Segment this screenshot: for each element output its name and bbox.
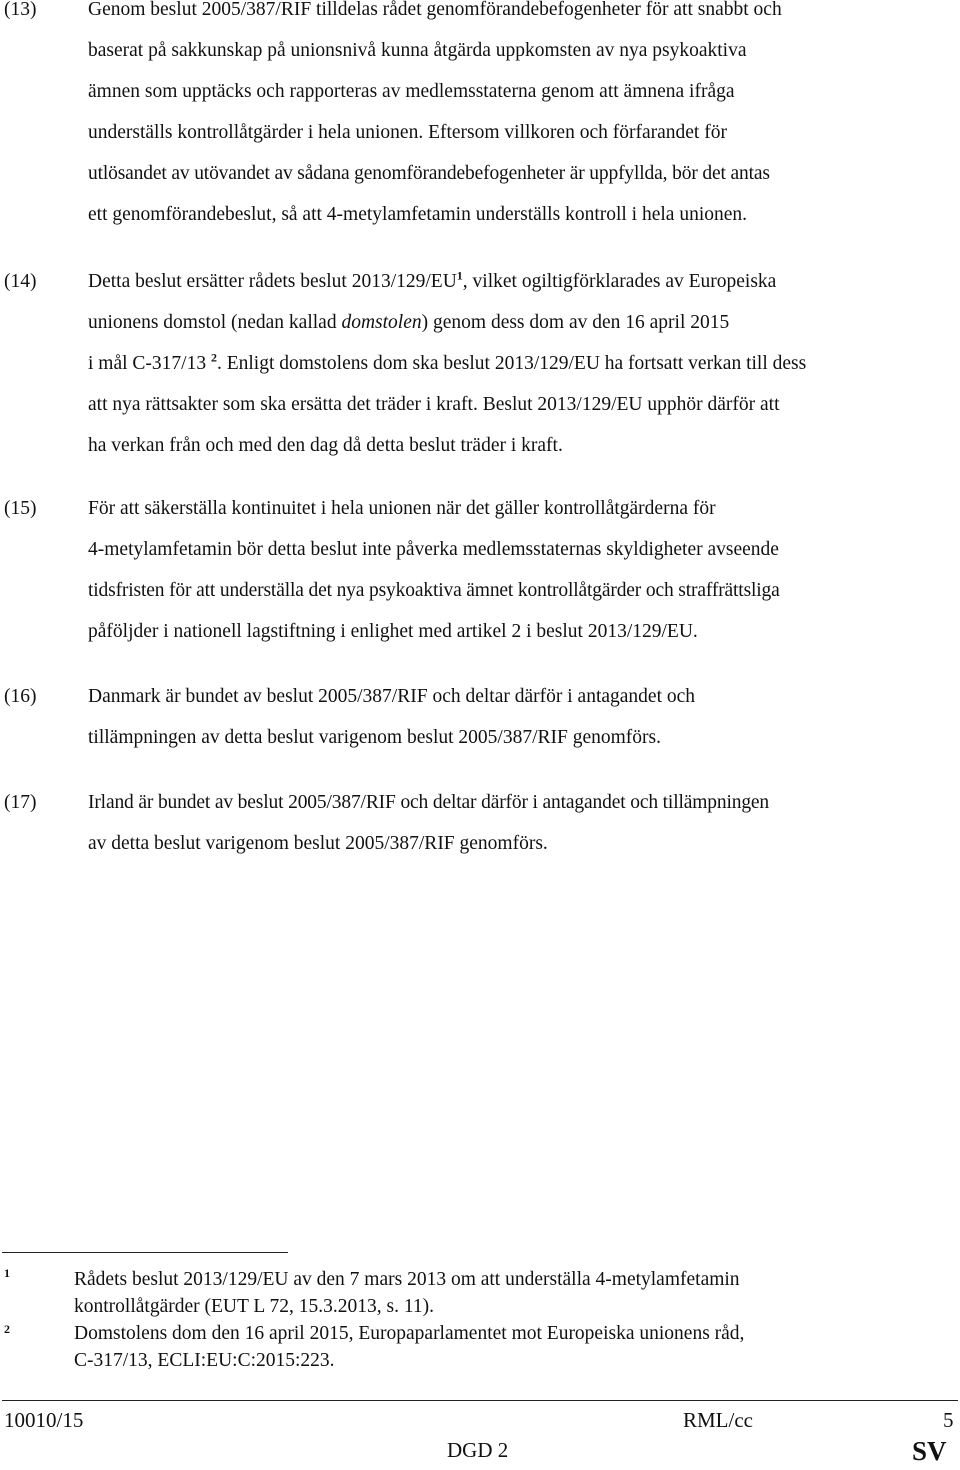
footnote-line: kontrollåtgärder (EUT L 72, 15.3.2013, s. 11). [74, 1296, 434, 1317]
footnote-ref[interactable]: 1 [456, 268, 463, 283]
paragraph-line: Genom beslut 2005/387/RIF tilldelas rådet genomförandebefogenheter för att snabbt och [88, 0, 782, 20]
paragraph-line: baserat på sakkunskap på unionsnivå kunna åtgärda uppkomsten av nya psykoaktiva [88, 40, 747, 61]
paragraph-body [88, 0, 960, 235]
footnote-line: Rådets beslut 2013/129/EU av den 7 mars 2013 om att underställa 4-metylamfetamin [74, 1269, 740, 1290]
paragraph-line: För att säkerställa kontinuitet i hela unionen när det gäller kontrollåtgärderna för [88, 498, 716, 519]
paragraph-line: ett genomförandebeslut, så att 4-metylamfetamin underställs kontroll i hela unionen. [88, 204, 748, 225]
text-run: ) genom dess dom av den 16 april 2015 [421, 312, 730, 333]
paragraph-body [88, 782, 960, 864]
text-run: unionens domstol (nedan kallad [88, 312, 342, 333]
paragraph-line: ha verkan från och med den dag då detta beslut träder i kraft. [88, 435, 563, 456]
page-number: 5 [943, 1408, 954, 1432]
paragraph-line [88, 261, 960, 302]
paragraph-body [88, 676, 960, 758]
author-initials: RML/cc [683, 1408, 753, 1432]
paragraph-line: att nya rättsakter som ska ersätta det träder i kraft. Beslut 2013/129/EU upphör därför att [88, 394, 780, 415]
text-run: Detta beslut ersätter rådets beslut 2013/129/EU [88, 271, 457, 292]
paragraph-line: utlösandet av utövandet av sådana genomförandebefogenheter är uppfyllda, bör det antas [88, 163, 770, 184]
italic-term: domstolen [341, 312, 422, 333]
footnote-line: Domstolens dom den 16 april 2015, Europaparlamentet mot Europeiska unionens råd, [74, 1323, 745, 1344]
paragraph-number: (14) [4, 271, 37, 292]
footnote-number: 1 [4, 1266, 10, 1280]
paragraph-line: påföljder i nationell lagstiftning i enlighet med artikel 2 i beslut 2013/129/EU. [88, 621, 698, 642]
paragraph-line: tidsfristen för att underställa det nya psykoaktiva ämnet kontrollåtgärder och straffrättsliga [88, 580, 780, 601]
footer-separator [2, 1400, 958, 1401]
paragraph-body [88, 261, 960, 466]
paragraph-number: (15) [4, 498, 37, 519]
text-run: , vilket ogiltigförklarades av Europeiska [462, 271, 777, 292]
paragraph-line: av detta beslut varigenom beslut 2005/387/RIF genomförs. [88, 833, 548, 854]
footnote-ref[interactable]: 2 [210, 350, 217, 365]
paragraph-body [88, 488, 960, 652]
footnote-line: C-317/13, ECLI:EU:C:2015:223. [74, 1350, 335, 1371]
paragraph-number: (16) [4, 686, 37, 707]
department-code: DGD 2 [447, 1438, 509, 1462]
paragraph-line: ämnen som upptäcks och rapporteras av medlemsstaterna genom att ämnena ifråga [88, 81, 735, 102]
paragraph-number: (13) [4, 0, 37, 20]
document-reference: 10010/15 [4, 1408, 84, 1432]
paragraph-line: Danmark är bundet av beslut 2005/387/RIF och deltar därför i antagandet och [88, 686, 696, 707]
text-run: i mål C-317/13 [88, 353, 207, 374]
paragraph-line: Irland är bundet av beslut 2005/387/RIF och deltar därför i antagandet och tillämpningen [88, 792, 770, 813]
footnote-separator [2, 1252, 288, 1253]
text-run: . Enligt domstolens dom ska beslut 2013/129/EU ha fortsatt verkan till dess [216, 353, 807, 374]
footnote-number: 2 [4, 1322, 10, 1336]
paragraph-line [88, 343, 960, 384]
paragraph-line: 4-metylamfetamin bör detta beslut inte påverka medlemsstaternas skyldigheter avseende [88, 539, 779, 560]
paragraph-line: tillämpningen av detta beslut varigenom beslut 2005/387/RIF genomförs. [88, 727, 661, 748]
paragraph-number: (17) [4, 792, 37, 813]
paragraph-line [88, 302, 960, 343]
language-code: SV [912, 1436, 947, 1466]
paragraph-line: underställs kontrollåtgärder i hela unionen. Eftersom villkoren och förfarandet för [88, 122, 727, 143]
